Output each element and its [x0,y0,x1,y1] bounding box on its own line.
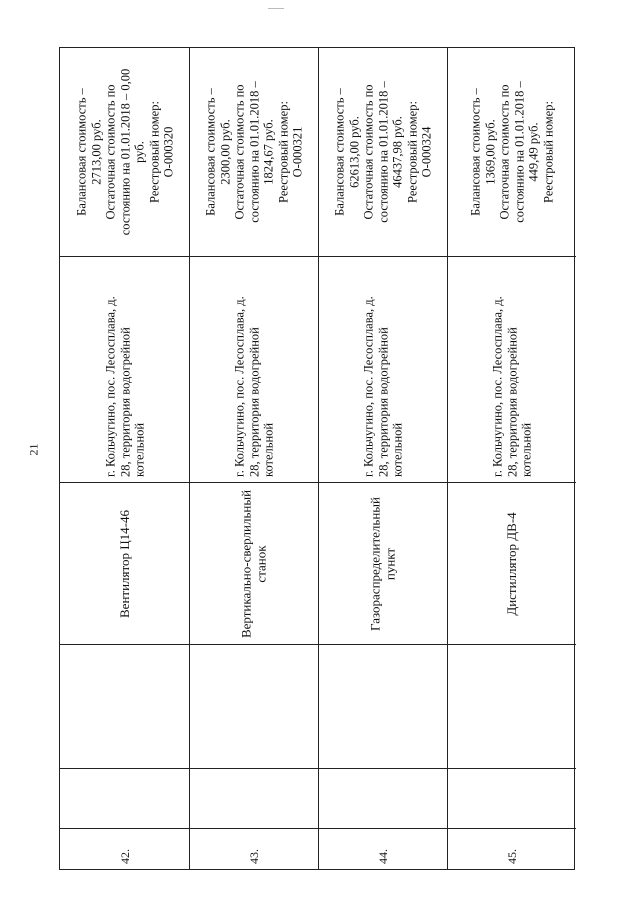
balance-line: Реестровый номер: [146,101,161,203]
empty-cell [319,644,447,768]
balance-line: 449,49 руб. [526,122,541,182]
balance-line: 2713,00 руб. [88,119,103,185]
balance-cell [448,48,576,256]
balance-line: Остаточная стоимость по [361,84,376,220]
address-line: г. Кольчугино, пос. Лесосплава, д. [490,295,505,477]
table-row [318,48,447,869]
item-name: Газораспределительный пункт [367,496,397,631]
name-cell [60,482,189,644]
balance-line: Балансовая стоимость – [73,88,88,216]
address-cell [190,256,318,482]
row-number: 42. [117,849,132,864]
balance-line: О-000321 [290,126,305,178]
empty-cell [448,768,576,828]
empty-cell [319,768,447,828]
address-line: котельной [131,422,146,477]
balance-line: руб. [131,141,146,163]
row-number: 44. [375,849,390,864]
address-line: котельной [261,422,276,477]
balance-line: состоянию на 01.01.2018 – [375,81,390,223]
balance-line: 2300,00 руб. [217,119,232,185]
address-line: 28, территория водогрейной [117,326,132,477]
balance-line: состоянию на 01.01.2018 – [512,81,526,223]
balance-cell [60,48,189,256]
table-row [60,48,189,869]
balance-line: 1824,67 руб. [261,119,276,185]
scan-mark [268,8,284,9]
empty-cell [190,644,318,768]
row-number: 45. [504,849,519,864]
balance-line: 62613,00 руб. [346,116,361,188]
property-table [59,47,575,870]
balance-line: О-000324 [419,126,434,178]
balance-line: Остаточная стоимость по [232,84,247,220]
empty-cell [190,768,318,828]
balance-line: 1369,00 руб. [483,119,497,185]
balance-cell [319,48,447,256]
address-line: 28, территория водогрейной [504,326,519,477]
address-cell [60,256,189,482]
empty-cell [60,644,189,768]
address-cell [319,256,447,482]
item-name: Вентилятор Ц14-46 [116,509,132,618]
balance-line: Остаточная стоимость по [497,84,512,220]
number-cell [190,828,318,869]
address-line: котельной [519,422,534,477]
balance-line: Балансовая стоимость – [468,88,483,216]
item-name: Вертикально-сверлильный станок [238,489,268,638]
balance-line: Балансовая стоимость – [203,88,218,216]
balance-line: Остаточная стоимость по [102,84,117,220]
balance-cell [190,48,318,256]
address-line: г. Кольчугино, пос. Лесосплава, д. [361,295,376,477]
balance-line: Реестровый номер: [541,101,555,203]
address-line: 28, территория водогрейной [375,326,390,477]
address-cell [448,256,576,482]
name-cell [319,482,447,644]
table-row [189,48,318,869]
balance-line: Реестровый номер: [275,101,290,203]
balance-line: состоянию на 01.01.2018 – [246,81,261,223]
address-line: г. Кольчугино, пос. Лесосплава, д. [102,295,117,477]
address-line: 28, территория водогрейной [246,326,261,477]
empty-cell [448,644,576,768]
item-name: Дистиллятор ДВ-4 [503,511,519,616]
balance-line: состоянию на 01.01.2018 – 0,00 [117,68,132,236]
number-cell [60,828,189,869]
empty-cell [60,768,189,828]
row-number: 43. [246,849,261,864]
page-number: 21 [26,443,41,456]
name-cell [448,482,576,644]
table-row [447,48,576,869]
balance-line: 46437,98 руб. [390,116,405,188]
address-line: г. Кольчугино, пос. Лесосплава, д. [232,295,247,477]
name-cell [190,482,318,644]
number-cell [319,828,447,869]
balance-line: Реестровый номер: [404,101,419,203]
number-cell [448,828,576,869]
balance-line: Балансовая стоимость – [332,88,347,216]
balance-line: О-000320 [160,126,175,178]
address-line: котельной [390,422,405,477]
